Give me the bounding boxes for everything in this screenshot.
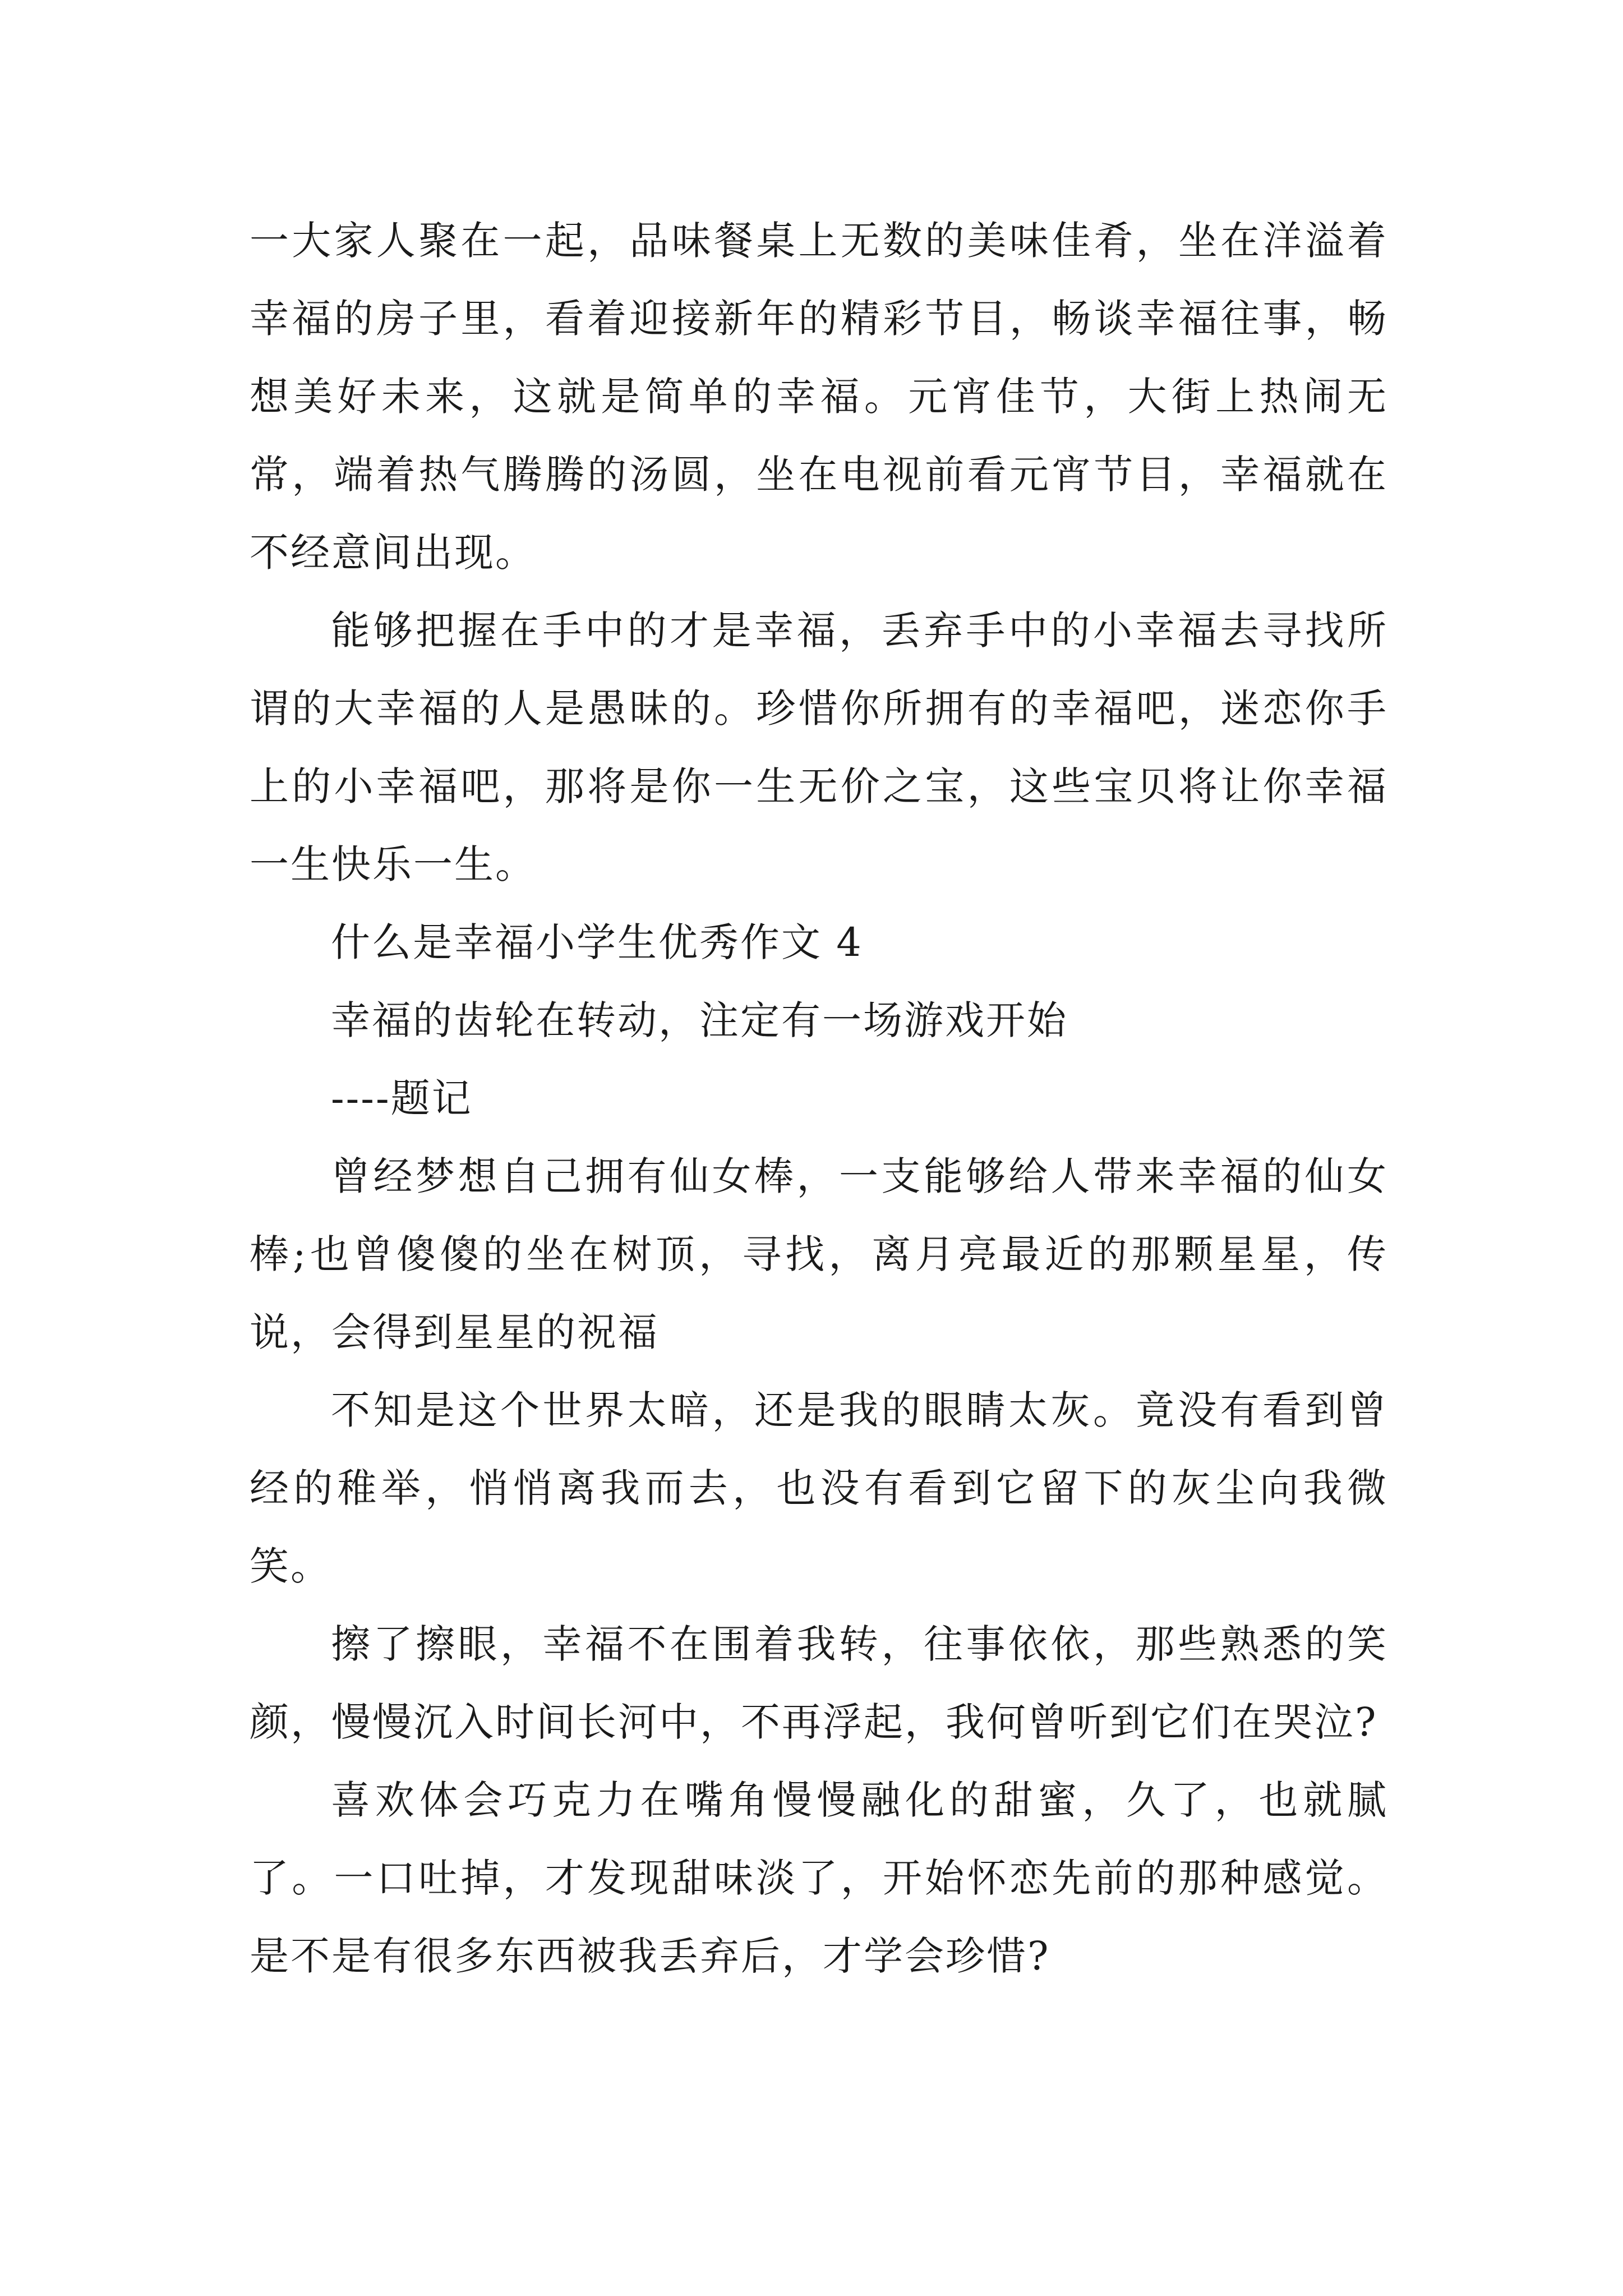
- document-body: [250, 202, 1388, 1995]
- epigraph: 幸福的齿轮在转动，注定有一场游戏开始: [331, 997, 1068, 1043]
- paragraph: 擦了擦眼，幸福不在围着我转，往事依依，那些熟悉的笑颜，慢慢沉入时间长河中，不再浮起，我何曾听到它们在哭泣?: [250, 1621, 1388, 1745]
- epigraph-attribution: ----题记: [331, 1075, 473, 1121]
- paragraph: 不知是这个世界太暗，还是我的眼睛太灰。竟没有看到曾经的稚举，悄悄离我而去，也没有看到它留下的灰尘向我微笑。: [250, 1387, 1388, 1589]
- paragraph: 喜欢体会巧克力在嘴角慢慢融化的甜蜜，久了，也就腻了。一口吐掉，才发现甜味淡了，开始怀恋先前的那种感觉。是不是有很多东西被我丢弃后，才学会珍惜?: [250, 1777, 1388, 1979]
- paragraph: 曾经梦想自己拥有仙女棒，一支能够给人带来幸福的仙女棒;也曾傻傻的坐在树顶，寻找，离月亮最近的那颗星星，传说，会得到星星的祝福: [250, 1153, 1388, 1355]
- paragraph-continued: 一大家人聚在一起，品味餐桌上无数的美味佳肴，坐在洋溢着幸福的房子里，看着迎接新年的精彩节目，畅谈幸福往事，畅想美好未来，这就是简单的幸福。元宵佳节，大街上热闹无常，端着热气腾腾的汤圆，坐在电视前看元宵节目，幸福就在不经意间出现。: [250, 218, 1388, 576]
- paragraph: 能够把握在手中的才是幸福，丢弃手中的小幸福去寻找所谓的大幸福的人是愚昧的。珍惜你所拥有的幸福吧，迷恋你手上的小幸福吧，那将是你一生无价之宝，这些宝贝将让你幸福一生快乐一生。: [250, 608, 1388, 887]
- essay-title: 什么是幸福小学生优秀作文 4: [331, 919, 863, 965]
